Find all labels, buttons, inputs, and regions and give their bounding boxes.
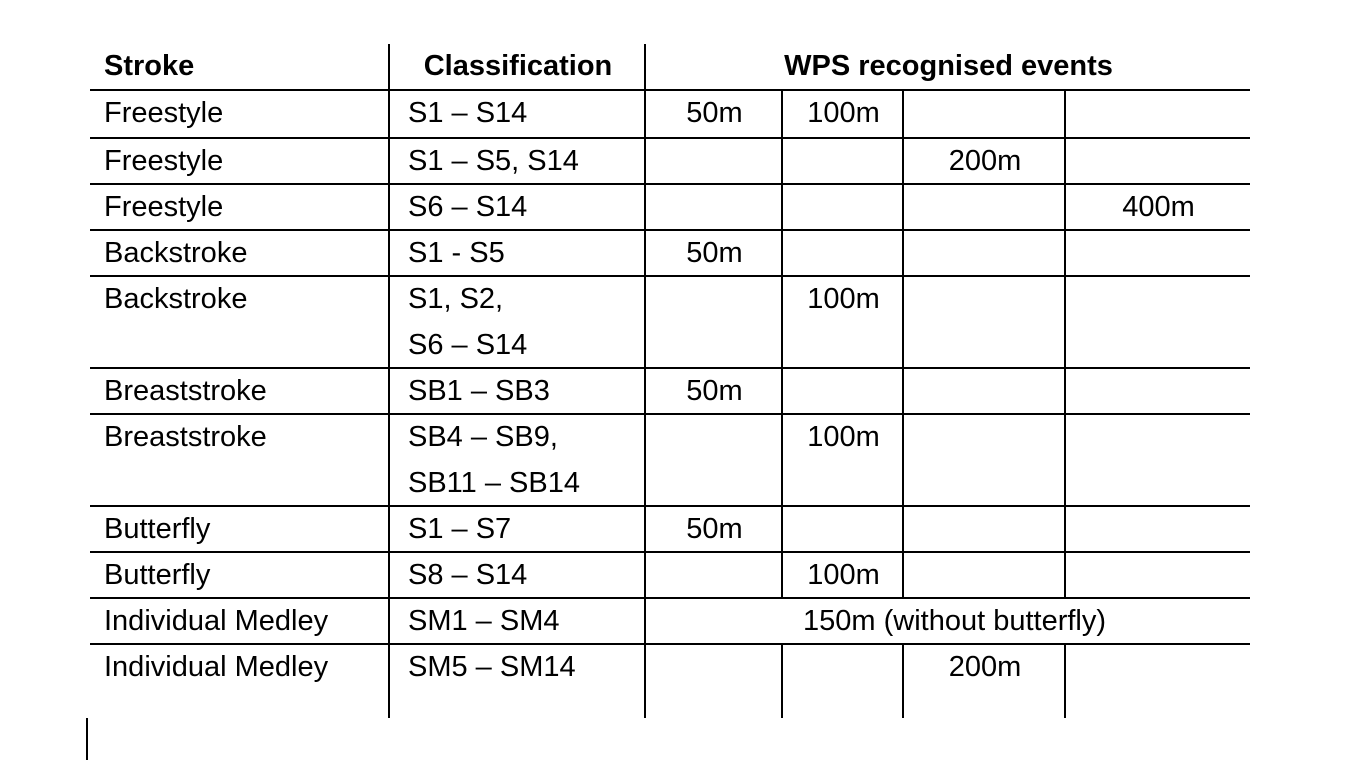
table-row-divider <box>90 643 1250 645</box>
table-column-divider <box>388 44 390 718</box>
table-row-4-classification: S1, S2, <box>408 283 504 315</box>
table-column-divider <box>902 643 904 718</box>
table-row-divider <box>90 183 1250 185</box>
table-row-1-event-200m: 200m <box>948 145 1022 177</box>
table-row-6-stroke: Breaststroke <box>104 421 267 453</box>
table-column-divider <box>644 44 646 718</box>
header-events: WPS recognised events <box>784 50 1113 82</box>
table-row-8-stroke: Butterfly <box>104 559 211 591</box>
table-column-divider <box>781 643 783 718</box>
table-row-6-classification: SB11 – SB14 <box>408 467 580 499</box>
table-row-0-event-50m: 50m <box>686 97 743 129</box>
table-row-3-event-50m: 50m <box>686 237 743 269</box>
table-row-divider <box>90 89 1250 91</box>
table-row-7-classification: S1 – S7 <box>408 513 512 545</box>
header-classification: Classification <box>423 50 613 82</box>
table-row-2-stroke: Freestyle <box>104 191 224 223</box>
header-stroke: Stroke <box>104 50 195 82</box>
table-column-divider <box>1064 643 1066 718</box>
table-row-divider <box>90 367 1250 369</box>
table-row-3-stroke: Backstroke <box>104 237 248 269</box>
table-row-10-classification: SM5 – SM14 <box>408 651 576 683</box>
table-row-8-classification: S8 – S14 <box>408 559 528 591</box>
table-row-divider <box>90 137 1250 139</box>
table-column-divider <box>1064 89 1066 597</box>
table-row-9-event-150m: 150m (without butterfly) <box>803 605 1107 637</box>
table-column-divider <box>902 89 904 597</box>
table-row-5-stroke: Breaststroke <box>104 375 267 407</box>
table-row-divider <box>90 505 1250 507</box>
table-row-6-classification: SB4 – SB9, <box>408 421 558 453</box>
table-row-10-stroke: Individual Medley <box>104 651 329 683</box>
table-row-8-event-100m: 100m <box>807 559 880 591</box>
table-row-5-classification: SB1 – SB3 <box>408 375 550 407</box>
table-row-6-event-100m: 100m <box>807 421 880 453</box>
table-row-4-event-100m: 100m <box>807 283 880 315</box>
table-row-0-classification: S1 – S14 <box>408 97 528 129</box>
table-row-2-event-400m: 400m <box>1122 191 1195 223</box>
table-row-1-stroke: Freestyle <box>104 145 224 177</box>
table-row-7-stroke: Butterfly <box>104 513 211 545</box>
table-row-9-classification: SM1 – SM4 <box>408 605 560 637</box>
table-row-divider <box>90 229 1250 231</box>
table-row-divider <box>90 413 1250 415</box>
table-row-4-stroke: Backstroke <box>104 283 248 315</box>
table-row-divider <box>90 597 1250 599</box>
table-row-divider <box>90 275 1250 277</box>
table-row-2-classification: S6 – S14 <box>408 191 528 223</box>
table-row-0-stroke: Freestyle <box>104 97 224 129</box>
table-column-divider <box>781 89 783 597</box>
table-row-5-event-50m: 50m <box>686 375 743 407</box>
table-row-3-classification: S1 - S5 <box>408 237 505 269</box>
table-row-10-event-200m: 200m <box>948 651 1022 683</box>
table-row-9-stroke: Individual Medley <box>104 605 329 637</box>
table-row-divider <box>90 551 1250 553</box>
table-row-1-classification: S1 – S5, S14 <box>408 145 579 177</box>
table-row-0-event-100m: 100m <box>807 97 880 129</box>
table-row-7-event-50m: 50m <box>686 513 743 545</box>
table-row-4-classification: S6 – S14 <box>408 329 528 361</box>
text-cursor <box>86 718 88 760</box>
